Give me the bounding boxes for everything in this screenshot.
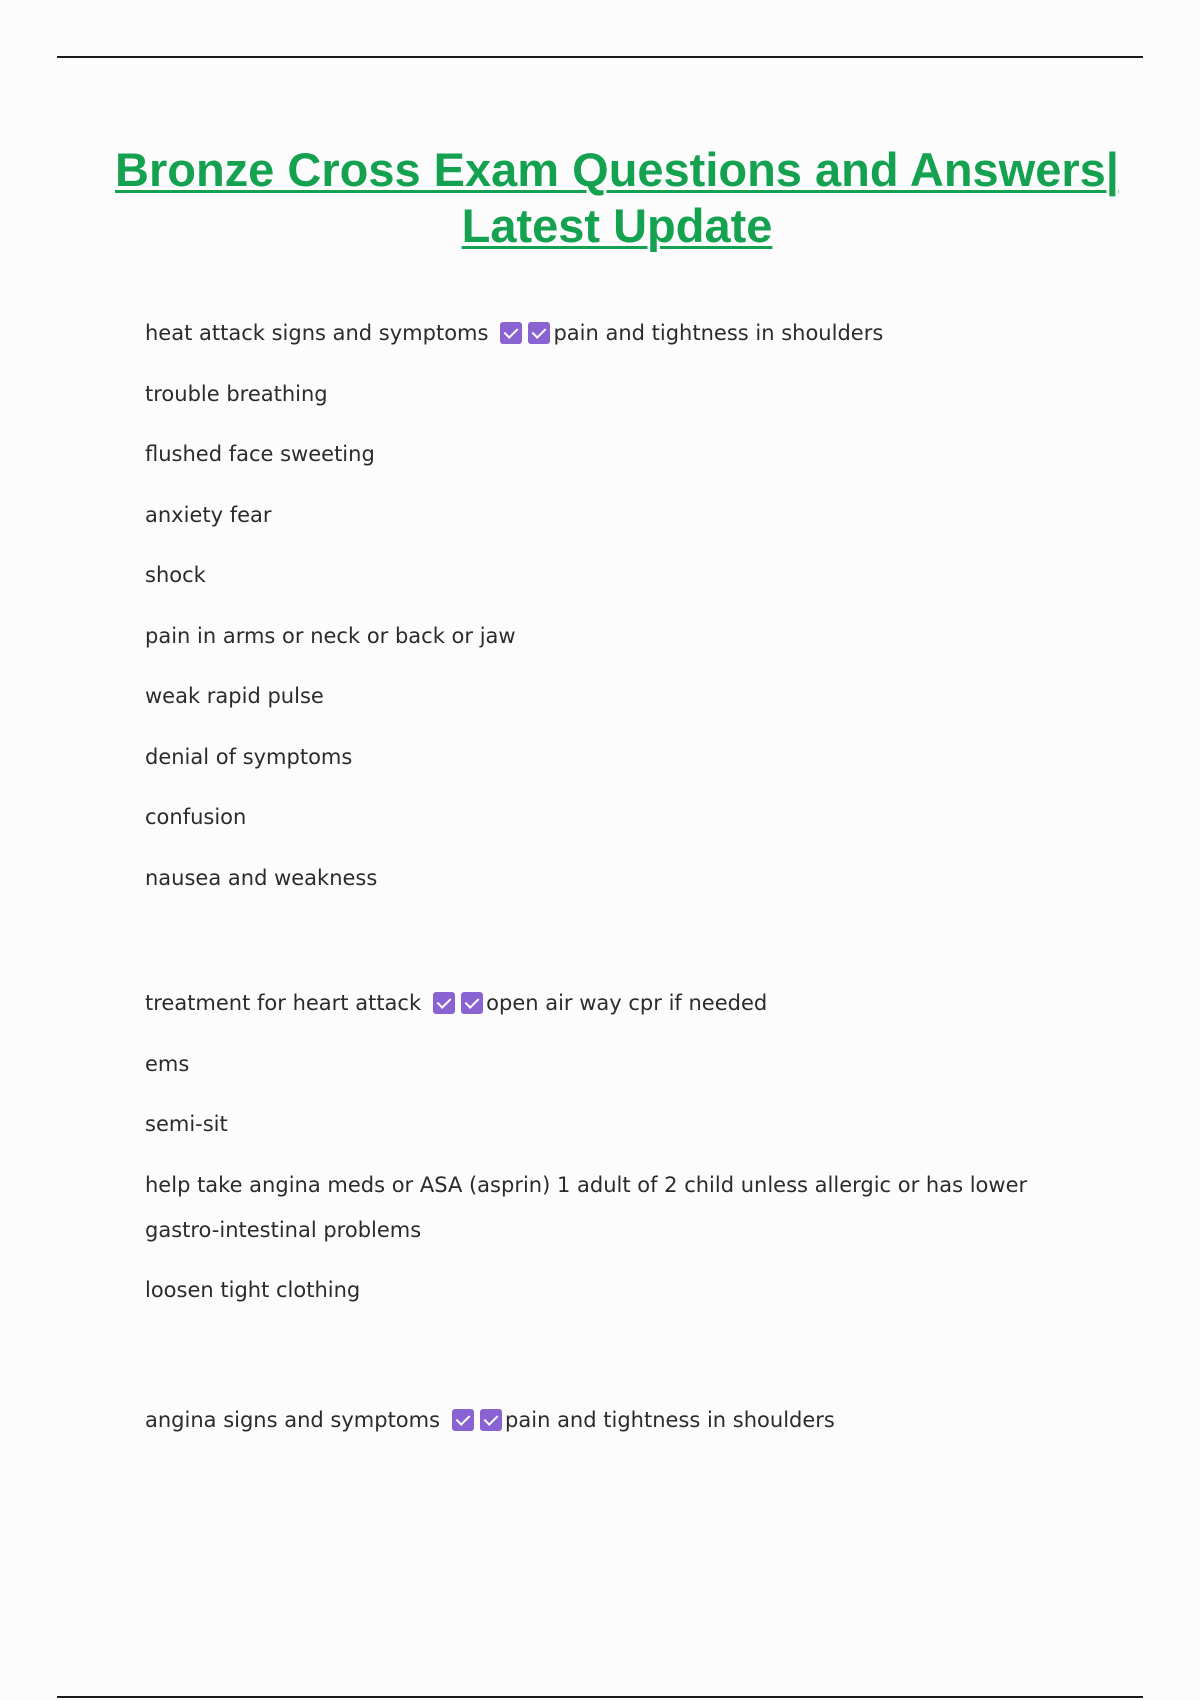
footer-rule	[57, 1696, 1143, 1698]
answer-line: shock	[145, 563, 206, 587]
qa-content	[145, 320, 1065, 1468]
answer-text: pain and tightness in shoulders	[553, 321, 884, 345]
section-spacer	[145, 1337, 1065, 1407]
answer-line: flushed face sweeting	[145, 442, 375, 466]
answer-line: ems	[145, 1051, 190, 1076]
answer-line: semi-sit	[145, 1112, 228, 1136]
answer-line: denial of symptoms	[145, 744, 353, 769]
answer-line: loosen tight clothing	[145, 1277, 361, 1302]
answer-line: pain in arms or neck or back or jaw	[145, 623, 516, 648]
checkbox-checked-icon	[528, 322, 550, 344]
answer-line: nausea and weakness	[145, 865, 378, 890]
header-rule	[57, 56, 1143, 58]
answer-line: anxiety fear	[145, 502, 272, 527]
answer-text: pain and tightness in shoulders	[505, 1408, 835, 1432]
answer-line: trouble breathing	[145, 381, 328, 406]
checkbox-checked-icon	[452, 1409, 474, 1431]
qa-question-row	[145, 990, 1065, 1017]
answer-line: help take angina meds or ASA (asprin) 1 adult of 2 child unless allergic or has lower gastro-intestinal problems	[145, 1172, 1028, 1242]
checkbox-checked-icon	[461, 992, 483, 1014]
question-text: treatment for heart attack	[145, 991, 422, 1015]
section-spacer	[145, 925, 1065, 990]
qa-question-row	[145, 1407, 1065, 1434]
document-title: Bronze Cross Exam Questions and Answers| Latest Update	[115, 143, 1119, 252]
answer-line: weak rapid pulse	[145, 684, 324, 708]
answer-text: open air way cpr if needed	[486, 991, 768, 1015]
question-text: angina signs and symptoms	[145, 1408, 441, 1432]
checkbox-checked-icon	[480, 1409, 502, 1431]
qa-question-row	[145, 320, 1065, 347]
answer-line: confusion	[145, 805, 247, 829]
checkbox-checked-icon	[500, 322, 522, 344]
checkbox-checked-icon	[433, 992, 455, 1014]
question-text: heat attack signs and symptoms	[145, 321, 489, 345]
